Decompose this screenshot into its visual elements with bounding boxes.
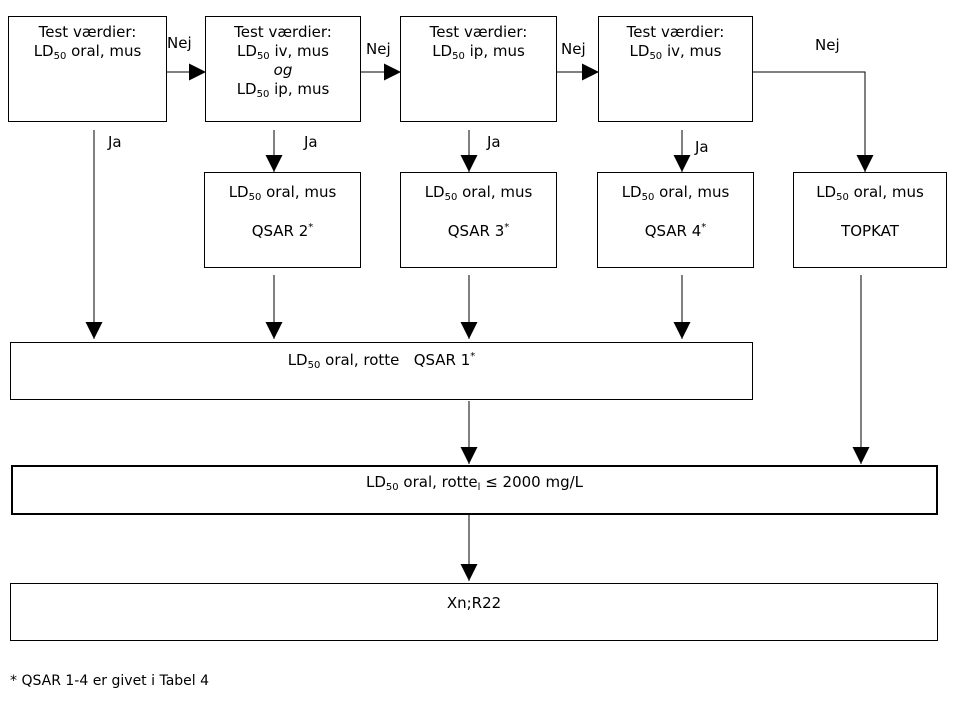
ld50-oral-mus: $LD_{50}$ oral, mus: [33, 42, 142, 62]
ld50-ip-mus: $LD_{50}$ ip, mus: [236, 80, 330, 100]
test-box-iv-ip-mus: [205, 16, 361, 122]
result-box: [10, 583, 938, 641]
qsar2-box: [204, 172, 361, 268]
topkat-box: [793, 172, 947, 268]
qsar4-box: [597, 172, 754, 268]
threshold-box: [11, 465, 938, 515]
og-label: og: [273, 61, 293, 79]
qsar3-box: [400, 172, 557, 268]
ld50-iv-mus: $LD_{50}$ iv, mus: [237, 42, 329, 62]
ld50-oral-mus: $LD_{50}$ oral, mus: [228, 183, 337, 203]
ja-label-2: Ja: [304, 133, 318, 151]
ja-label-1: Ja: [108, 133, 122, 151]
ja-label-3: Ja: [487, 133, 501, 151]
test-label: Test værdier:: [38, 23, 137, 41]
qsar2-label: QSAR 2*: [251, 222, 314, 240]
arrow-nej-4: [752, 72, 865, 172]
nej-label-1: Nej: [167, 34, 192, 52]
test-label: Test værdier:: [234, 23, 332, 41]
qsar3-label: QSAR 3*: [447, 222, 510, 240]
nej-label-4: Nej: [815, 36, 840, 54]
footnote: * QSAR 1-4 er givet i Tabel 4: [10, 673, 210, 689]
ld50-threshold: $LD_{50}$ oral, rotte$_l$ ≤ 2000 mg/L: [365, 473, 584, 493]
test-label: Test værdier:: [429, 23, 528, 41]
test-label: Test værdier:: [626, 23, 725, 41]
ld50-ip-mus: $LD_{50}$ ip, mus: [432, 42, 525, 62]
ld50-iv-mus: $LD_{50}$ iv, mus: [629, 42, 722, 62]
test-box-iv-mus: [598, 16, 753, 122]
nej-label-3: Nej: [561, 40, 586, 58]
ld50-oral-mus: $LD_{50}$ oral, mus: [621, 183, 730, 203]
ld50-oral-mus: $LD_{50}$ oral, mus: [424, 183, 533, 203]
qsar4-label: QSAR 4*: [644, 222, 707, 240]
nej-label-2: Nej: [366, 40, 391, 58]
test-box-oral-mus: [8, 16, 167, 122]
topkat-label: TOPKAT: [841, 222, 899, 240]
test-box-ip-mus: [400, 16, 557, 122]
classification-result: Xn;R22: [446, 594, 502, 612]
ld50-oral-mus: $LD_{50}$ oral, mus: [816, 183, 924, 203]
ja-label-4: Ja: [695, 138, 709, 156]
ld50-oral-rotte-qsar1: $LD_{50}$ oral, rotte QSAR 1*: [287, 351, 476, 371]
rat-qsar1-box: [10, 342, 753, 400]
